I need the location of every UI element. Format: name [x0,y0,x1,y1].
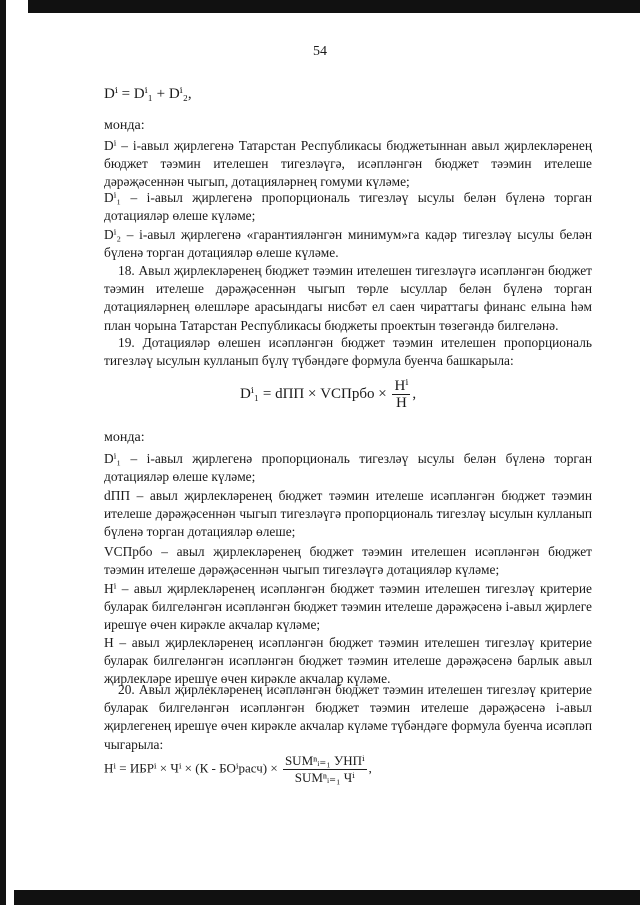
item-18: 18. Авыл җирлекләренең бюджет тәэмин ителешен тигезләүгә исәпләнгән бюджет тәэмин ителеше дәрәҗәсеннән чыгып төрле ысуллар белән бүленә торган дотацияләрнең өлешләре арасындагы нисбәт ел саен чираттагы финанс елына һәм план чорына Татарстан Республикасы бюджеты проектын төзегәндә билгеләнә. [104,263,592,333]
formula2-lhs: Dⁱ₁ [240,385,260,402]
formula2-fraction [392,378,410,411]
formula2-eq: = [262,385,272,402]
formula2-numerator: Hⁱ [394,378,409,394]
scan-border-bottom [14,890,640,905]
formula3-numerator: SUMⁿᵢ₌₁ УНПⁱ [284,753,365,768]
formula2-denominator: H [395,395,407,411]
formula2-d: dПП [275,385,305,402]
formula-hi [104,753,372,786]
scan-border-left [0,0,6,905]
formula3-lhs: Hⁱ = ИБРⁱ × Чⁱ × (К - БОⁱрасч) × [104,760,278,776]
definition-d1: Dⁱ₁ – i-авыл җирлегенә пропорциональ тигезләү ысулы белән бүленә торган дотацияләр өлеше күләме; [104,190,592,224]
item-19: 19. Дотацияләр өлешен исәпләнгән бюджет тәэмин ителешен пропорциональ тигезләү ысулын кулланып бүлү түбәндәге формула буенча башкарыла: [104,335,592,369]
monda-label-1: монда: [104,118,145,133]
formula-d1-proportional [240,378,416,411]
definition-hi: Hⁱ – авыл җирлекләренең исәпләнгән бюджет тәэмин ителешен тигезләү критерие буларак билгеләнгән исәпләнгән бюджет тәэмин ителеше дәрәҗәсенә i-авыл җирлеге ирешүе өчен кирәкле акчалар күләме; [104,581,592,633]
formula2-times-2: × [378,385,387,402]
formula3-denominator: SUMⁿᵢ₌₁ Чⁱ [294,770,355,785]
formula2-v: VСПрбо [320,385,375,402]
scan-border-top [28,0,640,13]
page-number: 54 [313,44,327,59]
definition-d1-repeat: Dⁱ₁ – i-авыл җирлегенә пропорциональ тигезләү ысулы белән бүленә торган дотацияләр өлеше күләме; [104,451,592,485]
formula3-tail: , [368,760,372,776]
item-20: 20. Авыл җирлекләренең исәпләнгән бюджет тәэмин ителешен тигезләү критерие буларак билгеләнгән исәпләнгән бюджет тәэмин ителеше дәрәҗәсенә i-авыл җирлегенең ирешүе өчен кирәкле акчалар күләме түбәндәге формула буенча исәпләп чыгарыла: [104,682,592,752]
formula-d-sum: Dⁱ = Dⁱ₁ + Dⁱ₂, [104,86,192,102]
formula2-times-1: × [307,385,317,402]
formula2-tail: , [412,385,417,402]
definition-dpp: dПП – авыл җирлекләренең бюджет тәэмин ителеше исәпләнгән бюджет тәэмин ителеше дәрәҗәсеннән чыгып тигезләүгә пропорциональ тигезләү ысулын кулланып бүленә торган дотацияләр өлеше; [104,488,592,540]
definition-v: VСПрбо – авыл җирлекләренең бюджет тәэмин ителешен исәпләнгән бюджет тәэмин ителеше дәрәҗәсеннән чыгып тигезләүгә дотацияләр күләме; [104,544,592,578]
formula3-fraction [283,753,367,786]
definition-h: H – авыл җирлекләренең исәпләнгән бюджет тәэмин ителешен тигезләү критерие буларак билгеләнгән исәпләнгән бюджет тәэмин ителеше дәрәҗәсенә барлык авыл җирлекләре ирешүе өчен кирәкле акчалар күләме. [104,635,592,687]
monda-label-2: монда: [104,430,145,445]
definition-d: Dⁱ – i-авыл җирлегенә Татарстан Республикасы бюджетыннан авыл җирлекләренең бюджет тәэмин ителешен тигезләүгә, исәпләнгән бюджет тәэмин ителеше дәрәҗәсеннән чыгып, дотацияләрнең гомуми күләме; [104,138,592,190]
definition-d2: Dⁱ₂ – i-авыл җирлегенә «гарантияләнгән минимум»га кадәр тигезләү ысулы белән бүленә торган дотацияләр өлеше күләме. [104,227,592,261]
